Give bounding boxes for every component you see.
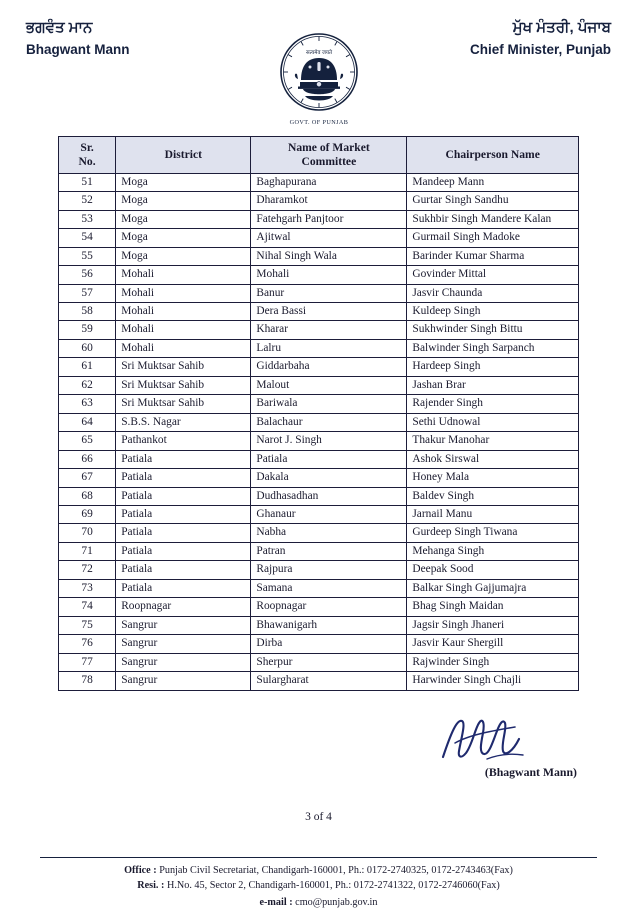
cell-chairperson: Jarnail Manu [407, 505, 579, 523]
cell-sr-no: 53 [59, 210, 116, 228]
signature-name: (Bhagwant Mann) [484, 764, 577, 779]
table-row [59, 266, 579, 284]
page-number: 3 of 4 [305, 810, 332, 823]
column-header-sr-no [59, 137, 116, 174]
table-row [59, 210, 579, 228]
table-row [59, 247, 579, 265]
cell-sr-no: 65 [59, 432, 116, 450]
column-header-district: District [116, 137, 251, 174]
cell-market-committee: Patiala [251, 450, 407, 468]
cell-district: Mohali [116, 284, 251, 302]
cell-chairperson: Honey Mala [407, 469, 579, 487]
letterhead [0, 0, 637, 130]
cell-district: Mohali [116, 266, 251, 284]
table-row [59, 173, 579, 191]
cell-market-committee: Dirba [251, 635, 407, 653]
cell-chairperson: Gurtar Singh Sandhu [407, 192, 579, 210]
cell-district: Moga [116, 229, 251, 247]
cm-name-gurmukhi: ਭਗਵੰਤ ਮਾਨ [26, 19, 93, 36]
cell-chairperson: Rajender Singh [407, 395, 579, 413]
cell-chairperson: Mandeep Mann [407, 173, 579, 191]
footer-office-label: Office : [124, 865, 157, 877]
cell-district: Moga [116, 173, 251, 191]
cell-district: Patiala [116, 524, 251, 542]
cell-market-committee: Sulargharat [251, 672, 407, 690]
cell-market-committee: Lalru [251, 339, 407, 357]
cell-chairperson: Balwinder Singh Sarpanch [407, 339, 579, 357]
cell-chairperson: Bhag Singh Maidan [407, 598, 579, 616]
cell-market-committee: Roopnagar [251, 598, 407, 616]
cell-chairperson: Rajwinder Singh [407, 653, 579, 671]
cell-district: Pathankot [116, 432, 251, 450]
cell-market-committee: Malout [251, 376, 407, 394]
column-header-sr-line2: No. [78, 154, 96, 168]
cell-sr-no: 62 [59, 376, 116, 394]
cell-district: Sri Muktsar Sahib [116, 376, 251, 394]
cell-sr-no: 64 [59, 413, 116, 431]
cell-sr-no: 63 [59, 395, 116, 413]
footer-office-line [40, 863, 597, 878]
cell-market-committee: Nihal Singh Wala [251, 247, 407, 265]
cell-chairperson: Deepak Sood [407, 561, 579, 579]
cell-district: Patiala [116, 469, 251, 487]
cell-sr-no: 56 [59, 266, 116, 284]
cell-market-committee: Dudhasadhan [251, 487, 407, 505]
cell-sr-no: 73 [59, 579, 116, 597]
cell-sr-no: 75 [59, 616, 116, 634]
cell-district: Patiala [116, 450, 251, 468]
column-header-market-line2: Committee [301, 154, 357, 168]
cell-district: Mohali [116, 339, 251, 357]
cell-district: Moga [116, 210, 251, 228]
table-row [59, 542, 579, 560]
cell-chairperson: Barinder Kumar Sharma [407, 247, 579, 265]
footer-resi-text: H.No. 45, Sector 2, Chandigarh-160001, Ph.: 0172-2741322, 0172-2746060(Fax) [166, 880, 500, 892]
cell-sr-no: 61 [59, 358, 116, 376]
cell-district: Sri Muktsar Sahib [116, 358, 251, 376]
cell-chairperson: Gurmail Singh Madoke [407, 229, 579, 247]
cell-market-committee: Narot J. Singh [251, 432, 407, 450]
cell-sr-no: 59 [59, 321, 116, 339]
table-row [59, 395, 579, 413]
table-row [59, 469, 579, 487]
cell-district: S.B.S. Nagar [116, 413, 251, 431]
cell-district: Roopnagar [116, 598, 251, 616]
cell-market-committee: Dharamkot [251, 192, 407, 210]
cell-chairperson: Sukhbir Singh Mandere Kalan [407, 210, 579, 228]
cell-sr-no: 57 [59, 284, 116, 302]
cell-market-committee: Dakala [251, 469, 407, 487]
cell-sr-no: 76 [59, 635, 116, 653]
state-emblem [264, 20, 374, 132]
cell-district: Patiala [116, 542, 251, 560]
cell-sr-no: 55 [59, 247, 116, 265]
cell-chairperson: Kuldeep Singh [407, 302, 579, 320]
table-row [59, 561, 579, 579]
cm-name-english: Bhagwant Mann [26, 42, 130, 58]
footer-resi-label: Resi. : [137, 880, 165, 892]
cell-chairperson: Hardeep Singh [407, 358, 579, 376]
cell-district: Patiala [116, 561, 251, 579]
cell-district: Sangrur [116, 616, 251, 634]
table-row [59, 505, 579, 523]
cell-sr-no: 74 [59, 598, 116, 616]
market-committee-table [58, 136, 579, 691]
cell-market-committee: Samana [251, 579, 407, 597]
cell-district: Sri Muktsar Sahib [116, 395, 251, 413]
cell-chairperson: Govinder Mittal [407, 266, 579, 284]
cell-market-committee: Patran [251, 542, 407, 560]
cell-market-committee: Nabha [251, 524, 407, 542]
cell-market-committee: Mohali [251, 266, 407, 284]
cm-title-english: Chief Minister, Punjab [469, 42, 611, 58]
cell-sr-no: 78 [59, 672, 116, 690]
footer-email-text[interactable]: cmo@punjab.gov.in [295, 896, 378, 908]
table-row [59, 579, 579, 597]
cell-sr-no: 70 [59, 524, 116, 542]
footer-office-text: Punjab Civil Secretariat, Chandigarh-160001, Ph.: 0172-2740325, 0172-2743463(Fax) [159, 865, 513, 877]
cell-sr-no: 67 [59, 469, 116, 487]
cell-district: Sangrur [116, 653, 251, 671]
table-body [59, 173, 579, 690]
table-row [59, 358, 579, 376]
cell-sr-no: 60 [59, 339, 116, 357]
cell-chairperson: Jashan Brar [407, 376, 579, 394]
cell-sr-no: 58 [59, 302, 116, 320]
table-row [59, 339, 579, 357]
footer-email-line [40, 895, 597, 910]
cell-chairperson: Thakur Manohar [407, 432, 579, 450]
table-row [59, 432, 579, 450]
footer [0, 857, 637, 910]
cell-chairperson: Gurdeep Singh Tiwana [407, 524, 579, 542]
cell-chairperson: Jasvir Kaur Shergill [407, 635, 579, 653]
footer-email-label: e-mail : [259, 896, 293, 908]
table-row [59, 413, 579, 431]
cell-chairperson: Harwinder Singh Chajli [407, 672, 579, 690]
cell-chairperson: Sethi Udnowal [407, 413, 579, 431]
cell-market-committee: Banur [251, 284, 407, 302]
table-row [59, 450, 579, 468]
column-header-market-committee [251, 137, 407, 174]
letterhead-left [26, 18, 226, 59]
handwritten-signature [435, 713, 531, 772]
cell-market-committee: Rajpura [251, 561, 407, 579]
table-row [59, 284, 579, 302]
cell-chairperson: Mehanga Singh [407, 542, 579, 560]
letterhead-right [411, 18, 611, 59]
table-row [59, 487, 579, 505]
cell-chairperson: Balkar Singh Gajjumajra [407, 579, 579, 597]
table-row [59, 635, 579, 653]
cell-chairperson: Ashok Sirswal [407, 450, 579, 468]
cell-sr-no: 71 [59, 542, 116, 560]
cell-market-committee: Bariwala [251, 395, 407, 413]
column-header-sr-line1: Sr. [80, 141, 94, 154]
cell-district: Patiala [116, 579, 251, 597]
cell-chairperson: Baldev Singh [407, 487, 579, 505]
cell-market-committee: Sherpur [251, 653, 407, 671]
signature-icon [435, 713, 531, 767]
table-row [59, 321, 579, 339]
cell-market-committee: Giddarbaha [251, 358, 407, 376]
cell-chairperson: Jasvir Chaunda [407, 284, 579, 302]
cell-district: Mohali [116, 321, 251, 339]
cell-sr-no: 51 [59, 173, 116, 191]
cell-sr-no: 52 [59, 192, 116, 210]
table-row [59, 653, 579, 671]
market-committee-table-wrapper [58, 136, 579, 691]
column-header-chairperson: Chairperson Name [407, 137, 579, 174]
cm-title-gurmukhi: ਮੁੱਖ ਮੰਤਰੀ, ਪੰਜਾਬ [512, 19, 611, 36]
cell-sr-no: 72 [59, 561, 116, 579]
table-row [59, 616, 579, 634]
column-header-market-line1: Name of Market [287, 141, 370, 154]
cell-market-committee: Ghanaur [251, 505, 407, 523]
cell-market-committee: Baghapurana [251, 173, 407, 191]
cell-district: Moga [116, 247, 251, 265]
table-row [59, 598, 579, 616]
table-header [59, 137, 579, 174]
cell-district: Patiala [116, 505, 251, 523]
cell-sr-no: 77 [59, 653, 116, 671]
emblem-motto-text: सत्यमेव जयते [305, 50, 332, 56]
table-row [59, 672, 579, 690]
table-header-row [59, 137, 579, 174]
cell-market-committee: Bhawanigarh [251, 616, 407, 634]
table-row [59, 192, 579, 210]
cell-chairperson: Jagsir Singh Jhaneri [407, 616, 579, 634]
india-state-emblem-icon [267, 20, 371, 132]
cell-market-committee: Fatehgarh Panjtoor [251, 210, 407, 228]
cell-market-committee: Dera Bassi [251, 302, 407, 320]
cell-district: Patiala [116, 487, 251, 505]
footer-divider [40, 857, 597, 858]
cell-chairperson: Sukhwinder Singh Bittu [407, 321, 579, 339]
cell-sr-no: 66 [59, 450, 116, 468]
cell-district: Sangrur [116, 635, 251, 653]
table-row [59, 376, 579, 394]
cell-market-committee: Ajitwal [251, 229, 407, 247]
cell-district: Mohali [116, 302, 251, 320]
cell-market-committee: Kharar [251, 321, 407, 339]
signature-area [0, 717, 577, 787]
cell-sr-no: 54 [59, 229, 116, 247]
table-row [59, 229, 579, 247]
table-row [59, 302, 579, 320]
cell-district: Sangrur [116, 672, 251, 690]
cell-sr-no: 68 [59, 487, 116, 505]
emblem-caption-text: GOVT. OF PUNJAB [289, 119, 348, 126]
footer-resi-line [40, 878, 597, 893]
table-row [59, 524, 579, 542]
cell-sr-no: 69 [59, 505, 116, 523]
cell-market-committee: Balachaur [251, 413, 407, 431]
cell-district: Moga [116, 192, 251, 210]
